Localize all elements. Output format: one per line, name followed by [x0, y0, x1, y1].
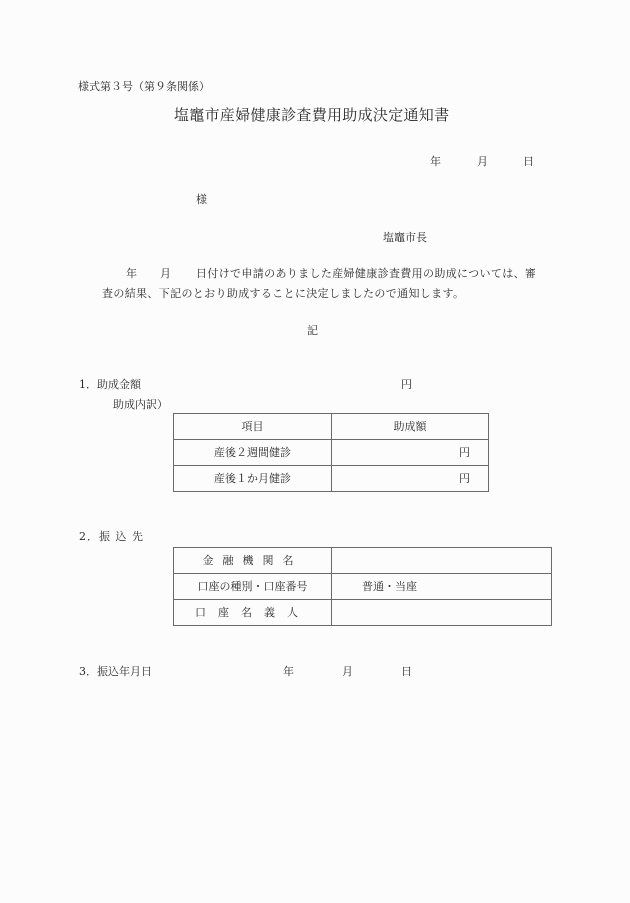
issuer-name: 塩竈市長 — [383, 231, 427, 244]
ki-heading: 記 — [307, 324, 318, 337]
breakdown-label: 助成内訳） — [113, 398, 168, 411]
table-row — [174, 574, 552, 600]
body-line1: 日付けで申請のありました産婦健康診査費用の助成については、審 — [196, 267, 537, 280]
bank-transfer-table — [173, 547, 552, 626]
body-year: 年 — [126, 267, 138, 280]
table-row — [174, 466, 489, 492]
transfer-day: 日 — [401, 665, 412, 678]
section1-yen: 円 — [401, 378, 412, 391]
date-month: 月 — [477, 155, 488, 168]
account-type-field[interactable]: 普通・当座 — [332, 574, 552, 600]
transfer-month: 月 — [342, 665, 353, 678]
header-item: 項目 — [174, 414, 332, 440]
bank-name-field[interactable] — [332, 548, 552, 574]
subsidy-breakdown-table — [173, 413, 489, 492]
header-amount: 助成額 — [332, 414, 489, 440]
document-title: 塩竈市産婦健康診査費用助成決定通知書 — [174, 106, 450, 124]
table-row — [174, 440, 489, 466]
row-amount-field[interactable]: 円 — [332, 466, 489, 492]
account-type-number-label: 口座の種別・口座番号 — [174, 574, 332, 600]
body-line2: 査の結果、下記のとおり助成することに決定しましたので通知します。 — [102, 287, 465, 300]
form-number: 様式第３号（第９条関係） — [78, 80, 210, 93]
recipient-suffix: 様 — [196, 193, 207, 206]
row-item: 産後１か月健診 — [174, 466, 332, 492]
account-holder-field[interactable] — [332, 600, 552, 626]
table-row — [174, 600, 552, 626]
section3-label: 3．振込年月日 — [79, 665, 152, 678]
bank-name-label: 金融機関名 — [174, 548, 332, 574]
body-month: 月 — [160, 267, 172, 280]
section2-label: 2．振 込 先 — [79, 530, 144, 543]
table-header-row — [174, 414, 489, 440]
row-item: 産後２週間健診 — [174, 440, 332, 466]
account-holder-label: 口座名義人 — [174, 600, 332, 626]
transfer-year: 年 — [283, 665, 294, 678]
table-row — [174, 548, 552, 574]
date-day: 日 — [523, 155, 534, 168]
row-amount-field[interactable]: 円 — [332, 440, 489, 466]
section1-label: 1．助成金額 — [79, 378, 141, 391]
date-year: 年 — [430, 155, 441, 168]
